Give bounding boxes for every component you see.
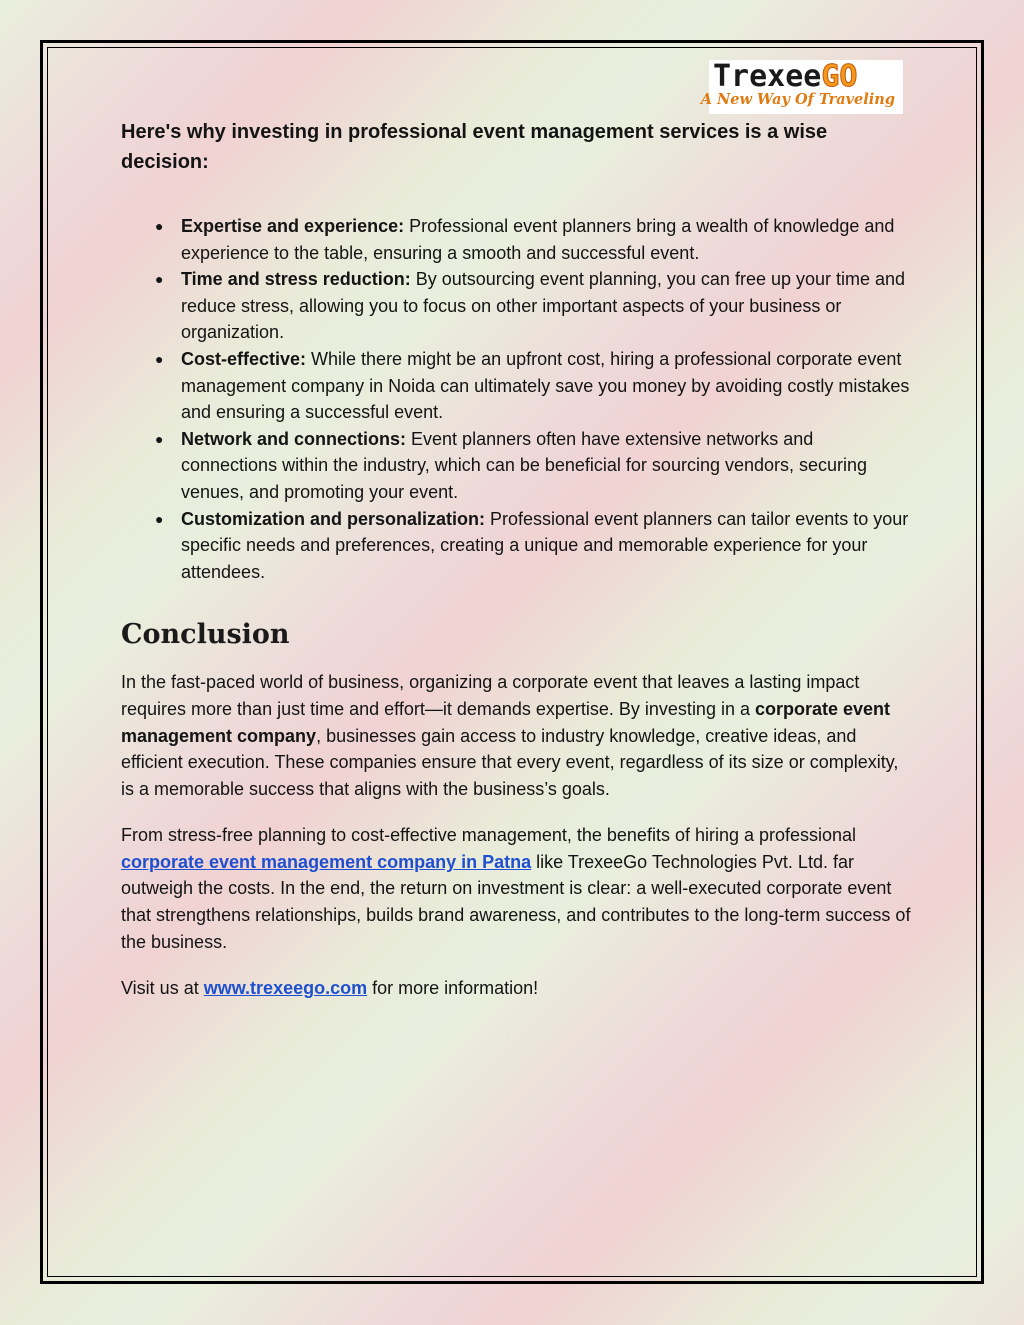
conclusion-heading: Conclusion	[121, 619, 290, 651]
paragraph-text: like TrexeeGo Technologies Pvt. Ltd. far outweigh the costs. In the end, the return on investment is clear: a well-executed corporate event that strengthens relationships, builds brand awareness, and contributes to the long-term success of the business.	[121, 851, 911, 952]
list-item-text: By outsourcing event planning, you can free up your time and reduce stress, allowing you to focus on other important aspects of your business or organization.	[181, 269, 906, 343]
bullet-icon: ●	[155, 430, 164, 447]
trexeego-logo	[700, 59, 903, 114]
section-heading: Here's why investing in professional event management services is a wise decision:	[121, 121, 828, 173]
paragraph-text: for more information!	[367, 978, 539, 999]
conclusion-paragraph-1	[121, 669, 911, 802]
bullet-icon: ●	[155, 350, 164, 367]
list-item-title: Customization and personalization:	[181, 508, 486, 529]
list-item-title: Expertise and experience:	[181, 216, 405, 236]
list-item	[121, 346, 911, 426]
list-item-text: While there might be an upfront cost, hiring a professional corporate event management company in Noida can ultimately save you money by avoiding costly mistakes and ensuring a successful event.	[181, 348, 910, 423]
list-item	[121, 213, 911, 266]
list-item-text: Event planners often have extensive networks and connections within the industry, which can be beneficial for sourcing vendors, securing venues, and promoting your event.	[181, 428, 868, 502]
list-item	[121, 426, 911, 506]
list-item-title: Network and connections:	[181, 428, 407, 449]
logo-word-main: Trexee	[713, 59, 822, 94]
document-body	[121, 117, 911, 1002]
paragraph-text: Visit us at	[121, 978, 204, 999]
list-item-title: Time and stress reduction:	[181, 269, 411, 290]
logo-wordmark	[713, 60, 858, 94]
benefits-list	[121, 213, 911, 585]
conclusion-paragraph-2	[121, 822, 911, 955]
bullet-icon: ●	[155, 271, 164, 288]
list-item	[121, 506, 911, 586]
visit-paragraph	[121, 975, 911, 1002]
logo-tagline: A New Way Of Traveling	[700, 91, 895, 108]
list-item-text: Professional event planners can tailor events to your specific needs and preferences, creating a unique and memorable experience for your attendees.	[181, 508, 909, 582]
bullet-icon: ●	[155, 218, 164, 234]
list-item	[121, 266, 911, 346]
bullet-icon: ●	[155, 510, 164, 527]
list-item-title: Cost-effective:	[181, 348, 307, 369]
paragraph-text: From stress-free planning to cost-effective management, the benefits of hiring a professional	[121, 825, 857, 846]
patna-company-link[interactable]: corporate event management company in Patna	[121, 851, 532, 872]
website-link[interactable]: www.trexeego.com	[203, 978, 368, 999]
list-item-text: Professional event planners bring a wealth of knowledge and experience to the table, ensuring a smooth and successful event.	[181, 216, 895, 263]
paragraph-bold-text: corporate event management company	[121, 698, 891, 746]
logo-word-go: GO	[821, 59, 858, 94]
paragraph-text: , businesses gain access to industry knowledge, creative ideas, and efficient execution. These companies ensure that every event, regardless of its size or complexity, is a memorable success that aligns with the business’s goals.	[121, 725, 899, 799]
paragraph-text: In the fast-paced world of business, organizing a corporate event that leaves a lasting impact requires more than just time and effort—it demands expertise. By investing in a	[121, 672, 860, 719]
